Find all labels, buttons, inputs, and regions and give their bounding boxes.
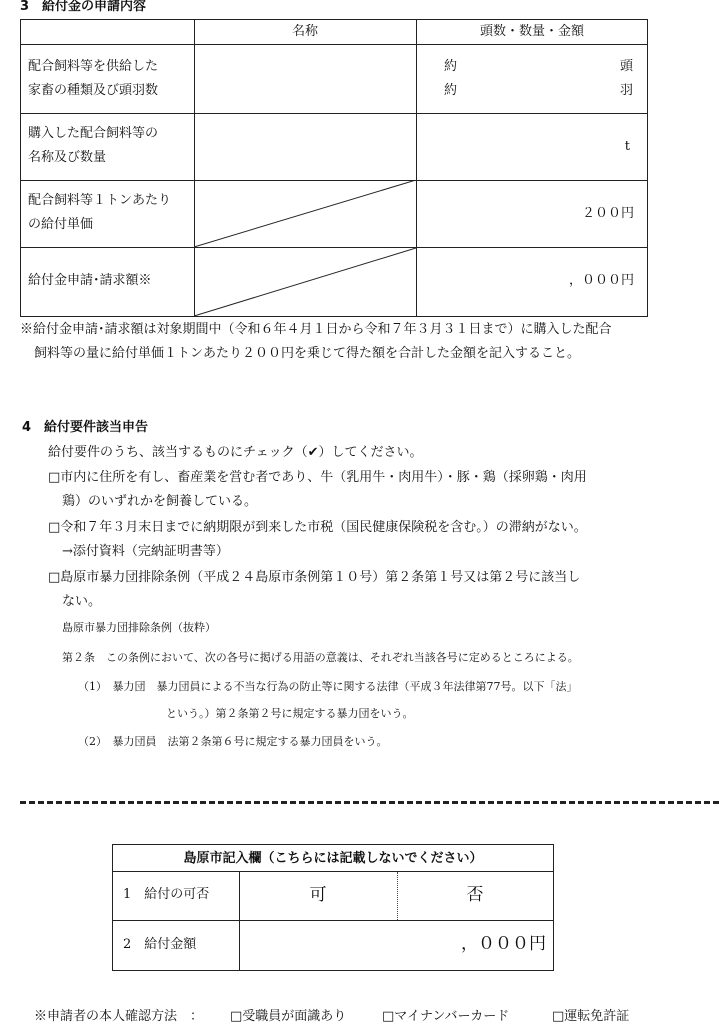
identity-check-label: ※申請者の本人確認方法 ： [34, 1009, 204, 1024]
requirement-3-line1[interactable]: □島原市暴力団排除条例（平成２４島原市条例第１０号）第２条第１号又は第２号に該当し [48, 570, 581, 585]
requirement-2-line1[interactable]: □令和７年３月末日までに納期限が到来した市税（国民健康保険税を含む。）の滞納がない。 [48, 520, 587, 535]
row2-label-line2: 名称及び数量 [28, 150, 107, 165]
note-line1: ※給付金申請･請求額は対象期間中（令和６年４月１日から令和７年３月３１日まで）に購入した配合 [20, 322, 612, 337]
approval-no[interactable]: 否 [466, 885, 484, 905]
requirement-1-line2: 鶏）のいずれかを飼養している。 [62, 494, 258, 509]
identity-option-mynumber[interactable]: □マイナンバーカード [382, 1009, 510, 1024]
identity-option-known[interactable]: □受職員が面識あり [230, 1009, 347, 1024]
row2-name-field[interactable] [195, 114, 416, 180]
identity-option-license[interactable]: □運転免許証 [552, 1009, 630, 1024]
row4-label: 給付金申請･請求額※ [28, 273, 152, 288]
header-quantity: 頭数・数量・金額 [479, 24, 584, 39]
requirement-2-line2: →添付資料（完納証明書等） [62, 544, 229, 559]
row1-name-field[interactable] [195, 45, 416, 113]
row3-unit-price: ２００円 [581, 206, 634, 221]
amount-value: ，０００円 [461, 934, 546, 954]
note-line2: 飼料等の量に給付単価１トンあたり２００円を乗じて得た額を合計した金額を記入すること。 [34, 346, 581, 361]
clause-1-line2: という。）第２条第２号に規定する暴力団をいう。 [166, 707, 414, 720]
row2-label-line1: 購入した配合飼料等の [28, 126, 159, 141]
city-use-box [112, 844, 554, 971]
row1-qty-unit-head: 頭 [620, 59, 634, 74]
application-table [20, 19, 648, 317]
city-box-title: 島原市記入欄（こちらには記載しないでください） [183, 851, 483, 866]
approval-yes[interactable]: 可 [309, 885, 327, 905]
row4-amount: ，０００円 [568, 273, 634, 288]
requirement-3-line2: ない。 [62, 594, 102, 609]
article-2: 第２条 この条例において、次の各号に掲げる用語の意義は、それぞれ当該各号に定めるところによる。 [62, 651, 579, 664]
row2-qty-unit: t [624, 139, 630, 154]
section3-heading: 3 給付金の申請内容 [20, 0, 147, 14]
row1-qty-about-2: 約 [444, 83, 458, 98]
section4-heading: 4 給付要件該当申告 [22, 420, 149, 435]
row3-label-line2: の給付単価 [28, 217, 94, 232]
cut-line [20, 801, 719, 804]
header-name: 名称 [291, 24, 318, 39]
section4-intro: 給付要件のうち、該当するものにチェック（✔）してください。 [48, 445, 423, 460]
excerpt-title: 島原市暴力団排除条例（抜粋） [62, 621, 216, 634]
row3-label-line1: 配合飼料等１トンあたり [28, 193, 172, 208]
row1-label-line2: 家畜の種類及び頭羽数 [28, 83, 159, 98]
diagonal-strike [194, 180, 416, 317]
row1-qty-unit-bird: 羽 [620, 83, 634, 98]
requirement-1-line1[interactable]: □市内に住所を有し、畜産業を営む者であり、牛（乳用牛・肉用牛）・豚・鶏（採卵鶏・肉用 [48, 470, 587, 485]
clause-2: （2） 暴力団員 法第２条第６号に規定する暴力団員をいう。 [78, 735, 388, 748]
clause-1-line1: （1） 暴力団 暴力団員による不当な行為の防止等に関する法律（平成３年法律第77号。以下「法」 [78, 680, 578, 693]
amount-label: 2 給付金額 [123, 937, 197, 952]
row1-qty-about-1: 約 [444, 59, 458, 74]
approval-label: 1 給付の可否 [123, 887, 210, 902]
row1-label-line1: 配合飼料等を供給した [28, 59, 159, 74]
